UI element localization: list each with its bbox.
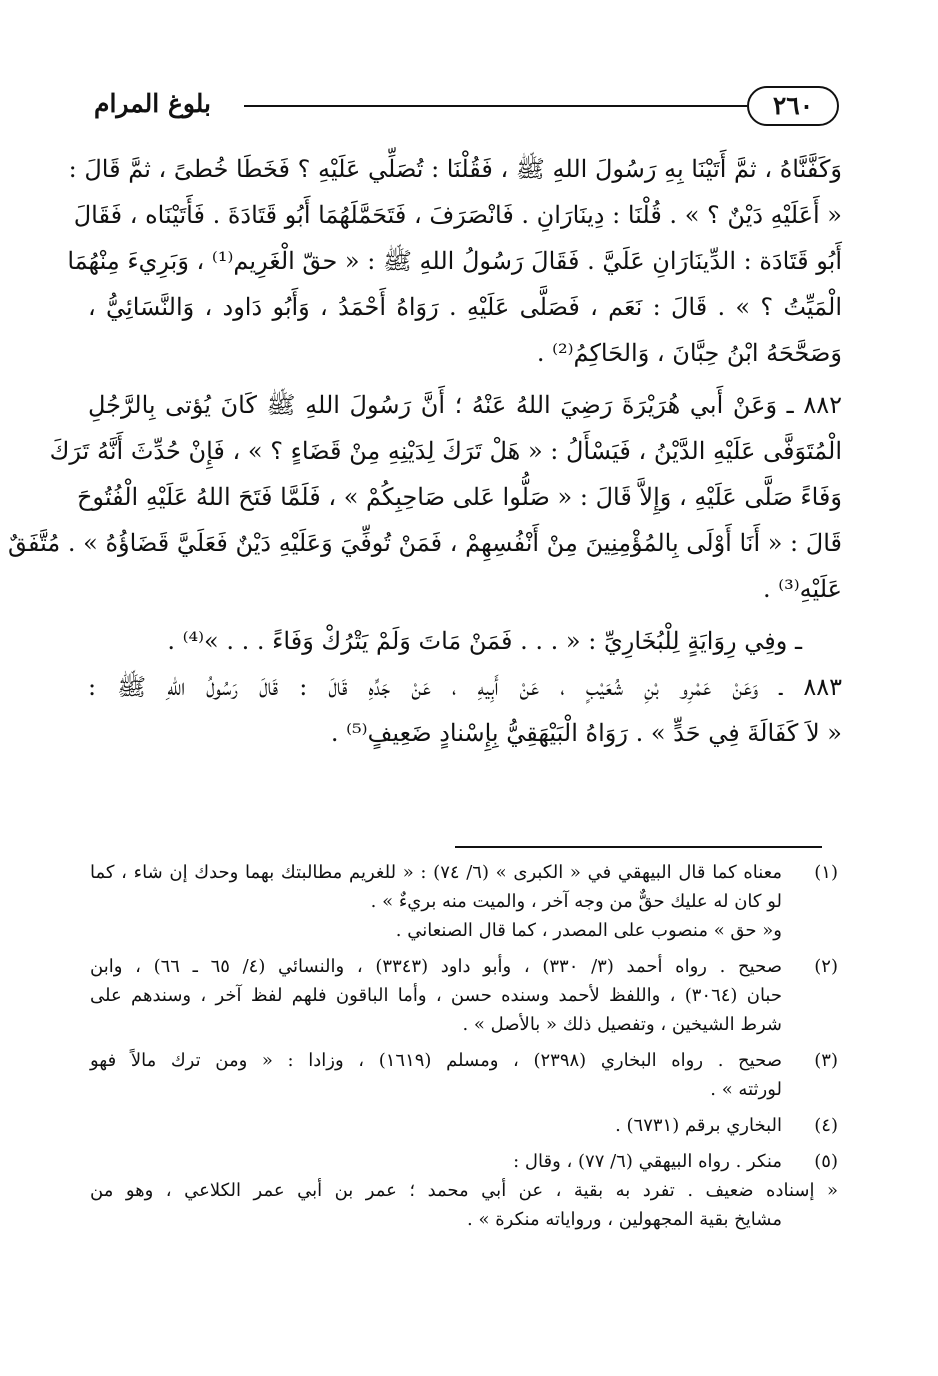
footnote-1	[90, 858, 838, 887]
page-number: ٢٦٠	[747, 86, 839, 126]
main-text	[7, 146, 843, 756]
text-line: قَالَ : « أَنَا أَوْلَى بِالمُؤْمِنِينَ مِنْ أَنْفُسِهِمْ ، فَمَنْ تُوفِّيَ وَعَلَيْهِ دَيْنٌ فَعَلَيَّ قَضَاؤُهُ » . مُتَّفَقٌ	[7, 529, 842, 557]
footnote-text: شرط الشيخين ، وتفصيل ذلك « بالأصل » .	[462, 1014, 782, 1035]
text-line: وَفَاءً صَلَّى عَلَيْهِ ، وَإِلاَّ قَالَ : « صَلُّوا عَلى صَاحِبِكُمْ » ، فَلَمَّا فَتَحَ اللهُ عَلَيْهِ الْفُتُوحَ	[76, 483, 842, 511]
text-line: وَكَفَّنَّاهُ ، ثمَّ أَتَيْنَا بِهِ رَسُولَ اللهِ ﷺ ، فَقُلْنَا : تُصَلِّي عَلَيْهِ ؟ فَخَطَا خُطىً ، ثمَّ قَالَ :	[68, 155, 842, 183]
footnote-text: لو كان له عليك حقٌّ من وجه آخر ، والميت منه بريءٌ » .	[370, 891, 782, 912]
text-line: الْمَيِّتُ ؟ » . قَالَ : نَعَم ، فَصَلَّى عَلَيْهِ . رَوَاهُ أَحْمَدُ ، وَأَبُو دَاود ، وَالنَّسَائِيُّ ،	[88, 293, 842, 321]
hadith-882-line: ٨٨٢ ـ وَعَنْ أَبي هُرَيْرَةَ رَضِيَ اللهُ عَنْهُ ؛ أَنَّ رَسُولَ اللهِ ﷺ كَانَ يُؤتى بِالرَّجُلِ	[88, 391, 842, 419]
footnote-rule	[455, 846, 822, 848]
footnote-text: البخاري برقم (٦٧٣١) .	[615, 1115, 782, 1136]
bukhari-narration-line: ـ وفِي رِوَايَةٍ لِلْبُخَارِيِّ : « . . . فَمَنْ مَاتَ وَلَمْ يَتْرُكْ وَفَاءً . . . »⁽⁴⁾ .	[167, 627, 802, 655]
footnote-number: (٤)	[814, 1115, 838, 1136]
footnote-number: (٥)	[814, 1151, 838, 1172]
footnote-4	[90, 1111, 838, 1140]
header-rule	[244, 105, 747, 107]
footnote-number: (٢)	[814, 956, 838, 977]
footnote-text: حبان (٣٠٦٤) ، واللفظ لأحمد وسنده حسن ، وأما الباقون فلهم لفظ آخر ، وسندهم على	[90, 985, 782, 1006]
footnotes	[90, 858, 838, 1234]
footnote-text: صحيح . رواه البخاري (٢٣٩٨) ، ومسلم (١٦١٩) ، وزادا : « ومن ترك مالاً فهو	[90, 1050, 782, 1071]
text-line: عَلَيْهِ⁽³⁾ .	[762, 575, 842, 603]
footnote-quote: مشايخ بقية المجهولين ، ورواياته منكرة » .	[467, 1209, 782, 1230]
book-title: بلوغ المرام	[94, 89, 212, 118]
text-line: وَصَحَّحَهُ ابْنُ حِبَّانَ ، وَالحَاكِمُ⁽²⁾ .	[536, 339, 842, 367]
footnote-text: معناه كما قال البيهقي في « الكبرى » (٦/ ٧٤) : « للغريم مطالبتك بهما وحدك إن شاء ، كما	[90, 862, 783, 883]
page-header	[94, 84, 839, 134]
text-line: « لاَ كَفَالَةَ فِي حَدٍّ » . رَوَاهُ الْبَيْهَقِيُّ بِإِسْنادٍ ضَعِيفٍ⁽⁵⁾ .	[330, 719, 842, 747]
footnote-text: صحيح . رواه أحمد (٣/ ٣٣٠) ، وأبو داود (٣٣٤٣) ، والنسائي (٤/ ٦٥ ـ ٦٦) ، وابن	[90, 956, 783, 977]
hadith-883-line: ٨٨٣ ـ وَعَنْ عَمْرِو بْنِ شُعَيْبٍ ، عَنْ أَبِيهِ ، عَنْ جَدِّهِ قَالَ : قَالَ رَسُولُ اللهِ ﷺ :	[88, 673, 843, 701]
text-line: « أَعَلَيْهِ دَيْنٌ ؟ » . قُلْنَا : دِينَارَانِ . فَانْصَرَفَ ، فَتَحَمَّلَهُمَا أَبُو قَتَادَةَ . فَأَتَيْنَاه ، فَقَالَ	[73, 201, 842, 229]
footnote-text: و« حق » منصوب على المصدر ، كما قال الصنعاني .	[395, 920, 782, 941]
footnote-3	[90, 1046, 838, 1075]
footnote-quote: « إسناده ضعيف . تفرد به بقية ، عن أبي محمد ؛ عمر بن أبي عمر الكلاعي ، وهو من	[90, 1180, 838, 1201]
footnote-2	[90, 952, 838, 981]
text-line: الْمُتَوَفَّى عَلَيْهِ الدَّيْنُ ، فَيَسْأَلُ : « هَلْ تَرَكَ لِدَيْنِهِ مِنْ قَضَاءٍ ؟ » ، فَإِنْ حُدِّثَ أَنَّهُ تَرَكَ	[49, 437, 842, 465]
footnote-number: (١)	[814, 862, 838, 883]
text-line: أَبُو قَتَادَة : الدِّينَارَانِ عَلَيَّ . فَقَالَ رَسُولُ اللهِ ﷺ : « حقّ الْغَرِيم⁽¹⁾ ، وَبَرِيءَ مِنْهُمَا	[67, 247, 842, 275]
footnote-text: منكر . رواه البيهقي (٦/ ٧٧) ، وقال :	[513, 1151, 782, 1172]
footnote-number: (٣)	[814, 1050, 838, 1071]
footnote-5	[90, 1147, 838, 1176]
footnote-text: لورثته » .	[710, 1079, 782, 1100]
